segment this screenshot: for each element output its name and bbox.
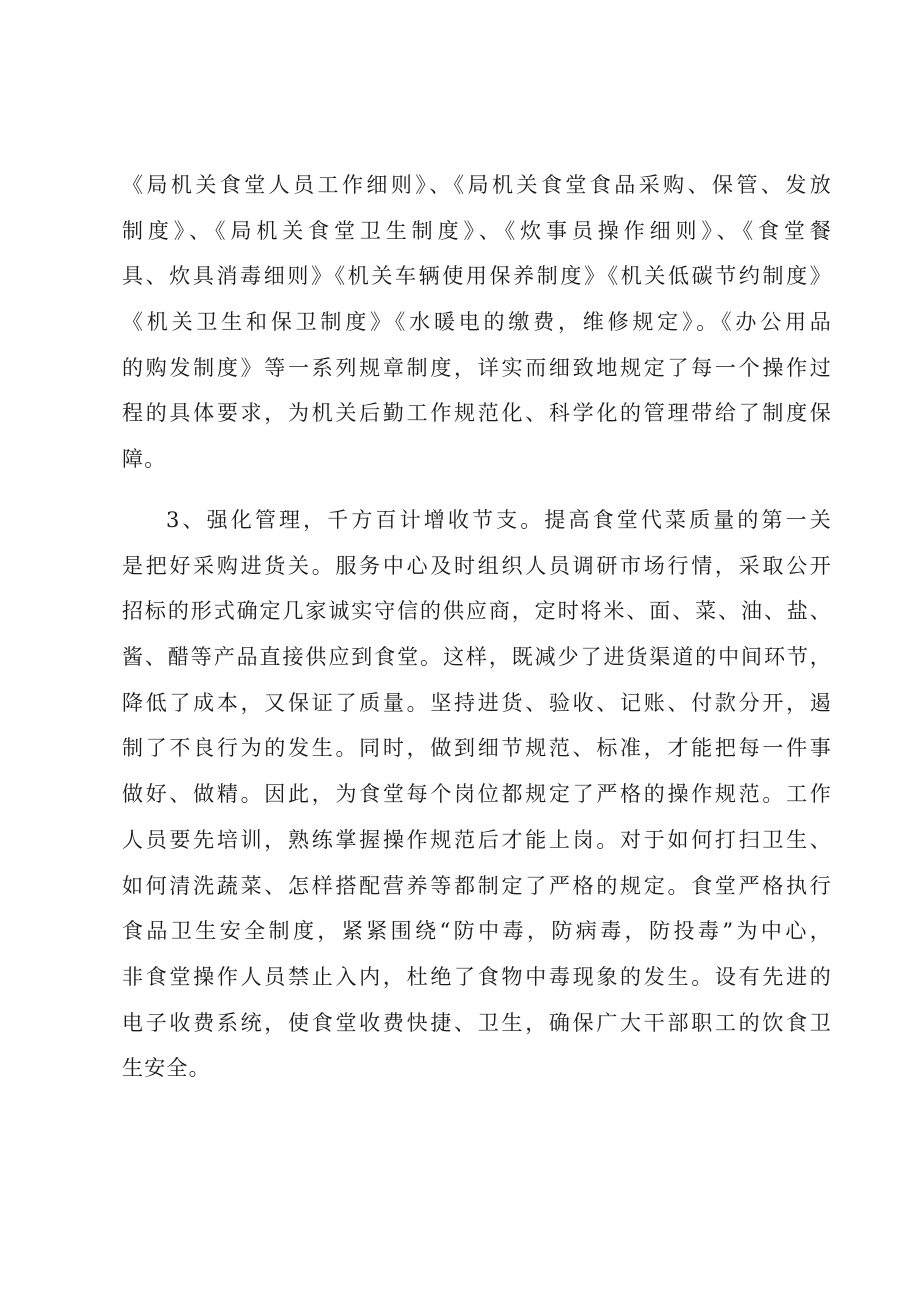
text-line: 生安全。 — [122, 1056, 211, 1081]
text-line: 《机关卫生和保卫制度》《水暖电的缴费，维修规定》。《办公用品 — [122, 310, 832, 335]
text-line: 程的具体要求，为机关后勤工作规范化、科学化的管理带给了制度保 — [122, 401, 832, 426]
text-line: 做好、做精。因此，为食堂每个岗位都规定了严格的操作规范。工作 — [122, 782, 832, 807]
paragraph-regulations — [122, 163, 832, 483]
text-line: 电子收费系统，使食堂收费快捷、卫生，确保广大干部职工的饮食卫 — [122, 1010, 832, 1035]
text-line: 《局机关食堂人员工作细则》、《局机关食堂食品采购、保管、发放 — [122, 173, 832, 197]
text-line: 制了不良行为的发生。同时，做到细节规范、标准，才能把每一件事 — [122, 736, 832, 761]
text-line: 食品卫生安全制度，紧紧围绕“防中毒，防病毒，防投毒”为中心， — [122, 919, 832, 944]
paragraph-strengthen-management — [122, 498, 832, 1092]
text-line: 的购发制度》等一系列规章制度，详实而细致地规定了每一个操作过 — [122, 355, 832, 380]
text-line: 如何清洗蔬菜、怎样搭配营养等都制定了严格的规定。食堂严格执行 — [122, 873, 832, 898]
text-line: 酱、醋等产品直接供应到食堂。这样，既减少了进货渠道的中间环节， — [122, 645, 832, 670]
text-line: 人员要先培训，熟练掌握操作规范后才能上岗。对于如何打扫卫生、 — [122, 827, 832, 852]
text-line: 障。 — [122, 447, 167, 472]
text-line: 制度》、《局机关食堂卫生制度》、《炊事员操作细则》、《食堂餐 — [122, 218, 832, 243]
text-line: 招标的形式确定几家诚实守信的供应商，定时将米、面、菜、油、盐、 — [122, 599, 832, 624]
text-line: 降低了成本，又保证了质量。坚持进货、验收、记账、付款分开，遏 — [122, 690, 832, 715]
text-line: 3、强化管理，千方百计增收节支。提高食堂代菜质量的第一关 — [166, 508, 832, 532]
text-line: 非食堂操作人员禁止入内，杜绝了食物中毒现象的发生。设有先进的 — [122, 964, 832, 989]
text-line: 具、炊具消毒细则》《机关车辆使用保养制度》《机关低碳节约制度》 — [122, 264, 832, 289]
text-line: 是把好采购进货关。服务中心及时组织人员调研市场行情，采取公开 — [122, 553, 832, 578]
